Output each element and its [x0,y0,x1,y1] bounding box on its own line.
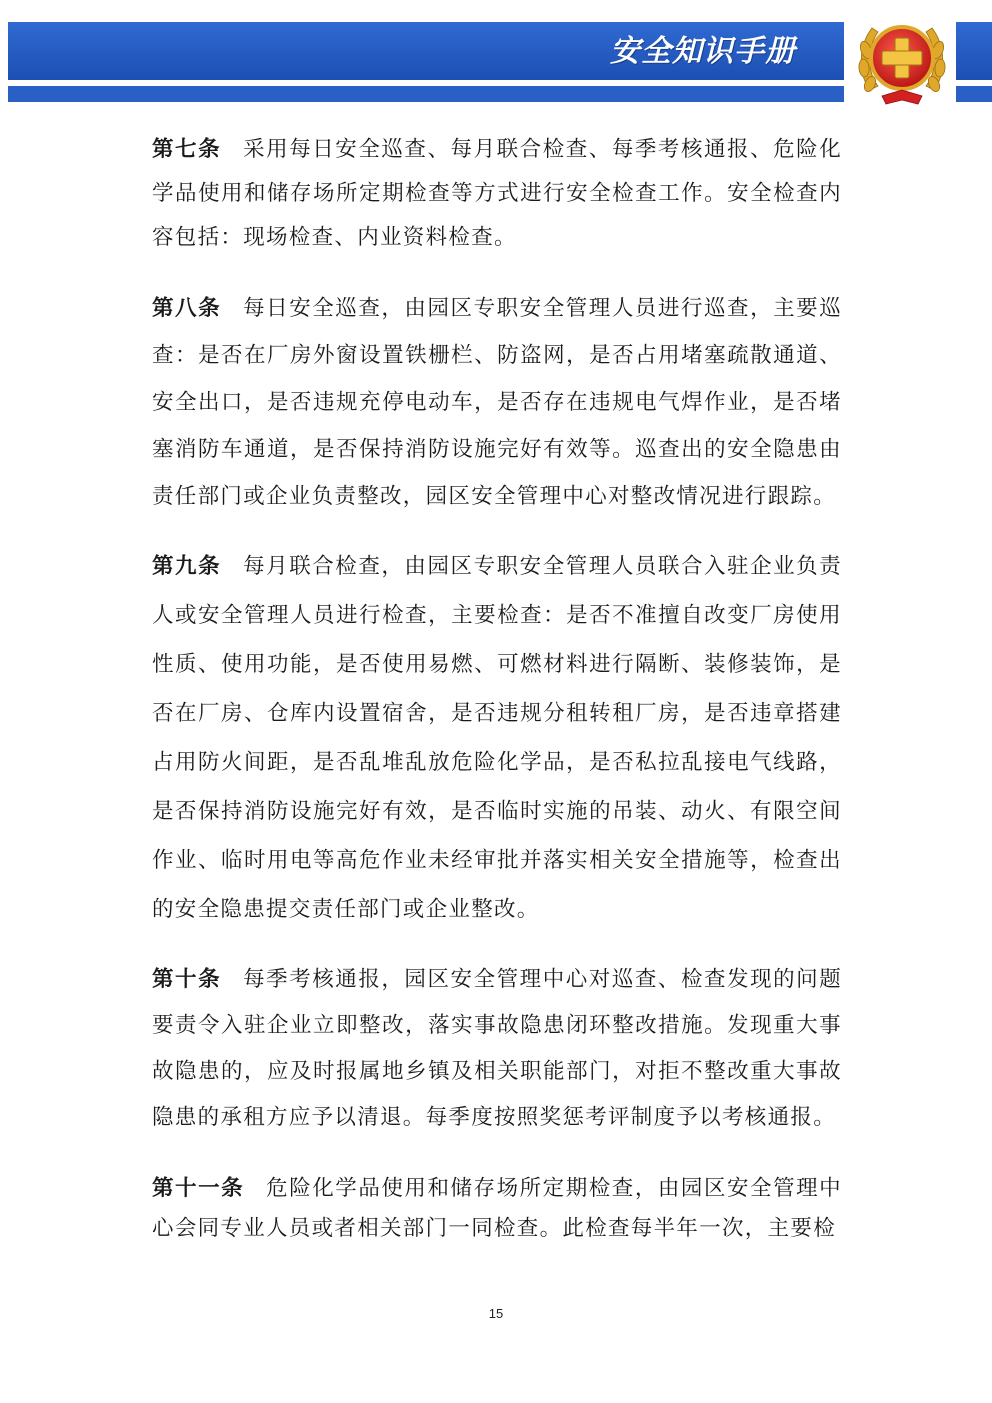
page-header [0,0,992,110]
header-stripe-right [956,86,992,102]
article-label: 第十一条 [152,1176,245,1201]
header-stripe [8,86,844,102]
header-band-right [956,22,992,80]
page-number: 15 [488,1306,504,1321]
article-text: 采用每日安全巡查、每月联合检查、每季考核通报、危险化学品使用和储存场所定期检查等方式进行安全检查工作。安全检查内容包括：现场检查、内业资料检查。 [152,137,842,250]
article-text: 每季考核通报，园区安全管理中心对巡查、检查发现的问题要责令入驻企业立即整改，落实事故隐患闭环整改措施。发现重大事故隐患的，应及时报属地乡镇及相关职能部门，对拒不整改重大事故隐患的承租方应予以清退。每季度按照奖惩考评制度予以考核通报。 [152,967,842,1130]
article-label: 第七条 [152,137,222,162]
article-text: 每日安全巡查，由园区专职安全管理人员进行巡查，主要巡查：是否在厂房外窗设置铁栅栏、防盗网，是否占用堵塞疏散通道、安全出口，是否违规充停电动车，是否存在违规电气焊作业，是否堵塞消防车通道，是否保持消防设施完好有效等。巡查出的安全隐患由责任部门或企业负责整改，园区安全管理中心对整改情况进行跟踪。 [152,296,842,509]
article-text: 危险化学品使用和储存场所定期检查，由园区安全管理中心会同专业人员或者相关部门一同检查。此检查每半年一次，主要检 [152,1176,842,1241]
red-cross-gold-wreath-emblem-icon [852,12,952,108]
article-8 [152,285,842,520]
header-title: 安全知识手册 [610,34,796,69]
article-9 [152,542,842,934]
article-text: 每月联合检查，由园区专职安全管理人员联合入驻企业负责人或安全管理人员进行检查，主要检查：是否不准擅自改变厂房使用性质、使用功能，是否使用易燃、可燃材料进行隔断、装修装饰，是否在厂房、仓库内设置宿舍，是否违规分租转租厂房，是否违章搭建占用防火间距，是否乱堆乱放危险化学品，是否私拉乱接电气线路，是否保持消防设施完好有效，是否临时实施的吊装、动火、有限空间作业、临时用电等高危作业未经审批并落实相关安全措施等，检查出的安全隐患提交责任部门或企业整改。 [152,554,842,922]
article-7 [152,128,842,260]
article-11 [152,1169,842,1249]
article-label: 第八条 [152,296,222,321]
article-label: 第九条 [152,554,222,579]
article-10 [152,957,842,1141]
article-label: 第十条 [152,967,222,992]
